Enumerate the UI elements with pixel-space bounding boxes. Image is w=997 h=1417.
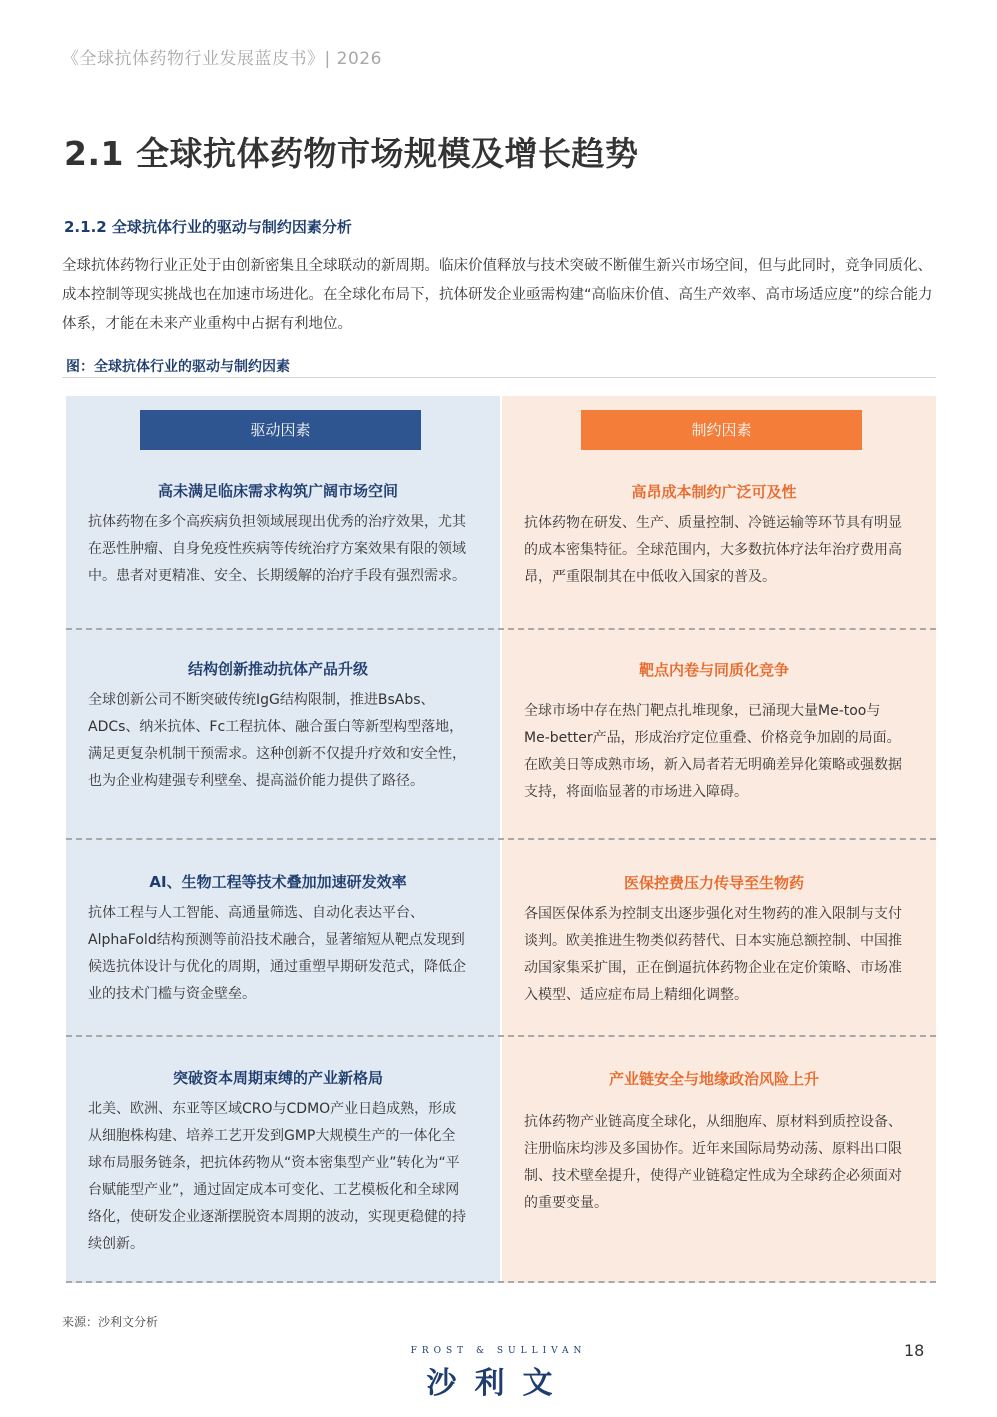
constraint-item-body: 抗体药物产业链高度全球化，从细胞库、原材料到质控设备、注册临床均涉及多国协作。近年来国际局势动荡、原料出口限制、技术壁垒提升，使得产业链稳定性成为全球药企必须面对的重要变量。 <box>524 1114 902 1211</box>
driver-item-body: 全球创新公司不断突破传统IgG结构限制，推进BsAbs、ADCs、纳米抗体、Fc工程抗体、融合蛋白等新型构型落地，满足更复杂机制干预需求。这种创新不仅提升疗效和安全性，也为企业构建强专利壁垒、提高溢价能力提供了路径。 <box>88 692 466 789</box>
constraint-item-title: 高昂成本制约广泛可及性 <box>631 483 797 501</box>
constraint-item <box>524 872 904 1009</box>
driver-item <box>88 1067 468 1258</box>
constraint-item-body: 全球市场中存在热门靶点扎堆现象，已涌现大量Me-too与Me-better产品，形成治疗定位重叠、价格竞争加剧的局面。在欧美日等成熟市场，新入局者若无明确差异化策略或强数据支持，将面临显著的市场进入障碍。 <box>524 703 902 800</box>
row-divider <box>66 838 936 840</box>
drivers-header: 驱动因素 <box>140 410 421 450</box>
subsection-title: 2.1.2 全球抗体行业的驱动与制约因素分析 <box>64 218 352 236</box>
constraint-item-title: 靶点内卷与同质化竞争 <box>638 661 789 679</box>
brand-logo-wordmark: FROST & SULLIVAN <box>410 1346 587 1356</box>
figure-caption: 图：全球抗体行业的驱动与制约因素 <box>66 359 290 375</box>
constraint-item <box>524 481 904 591</box>
driver-item <box>88 480 468 590</box>
row-divider <box>66 1035 936 1037</box>
driver-item-title: 突破资本周期束缚的产业新格局 <box>172 1069 383 1087</box>
section-title: 2.1 全球抗体药物市场规模及增长趋势 <box>64 134 639 173</box>
row-divider <box>66 1281 936 1283</box>
driver-item-body: 抗体药物在多个高疾病负担领域展现出优秀的治疗效果，尤其在恶性肿瘤、自身免疫性疾病等传统治疗方案效果有限的领域中。患者对更精准、安全、长期缓解的治疗手段有强烈需求。 <box>88 514 466 584</box>
driver-item-title: 高未满足临床需求构筑广阔市场空间 <box>157 482 398 500</box>
driver-item <box>88 871 468 1008</box>
driver-item <box>88 658 468 795</box>
driver-item-body: 抗体工程与人工智能、高通量筛选、自动化表达平台、AlphaFold结构预测等前沿技术融合，显著缩短从靶点发现到候选抗体设计与优化的周期，通过重塑早期研发范式，降低企业的技术门槛与资金壁垒。 <box>88 905 466 1002</box>
constraint-item-body: 各国医保体系为控制支出逐步强化对生物药的准入限制与支付谈判。欧美推进生物类似药替代、日本实施总额控制、中国推动国家集采扩围，正在倒逼抗体药物企业在定价策略、市场准入模型、适应症布局上精细化调整。 <box>524 906 902 1003</box>
constraint-item <box>524 1068 904 1217</box>
row-divider <box>66 628 936 630</box>
intro-paragraph: 全球抗体药物行业正处于由创新密集且全球联动的新周期。临床价值释放与技术突破不断催生新兴市场空间，但与此同时，竞争同质化、成本控制等现实挑战也在加速市场进化。在全球化布局下，抗体研发企业亟需构建“高临床价值、高生产效率、高市场适应度”的综合能力体系，才能在未来产业重构中占据有利地位。 <box>62 258 933 332</box>
constraint-item-title: 产业链安全与地缘政治风险上升 <box>608 1070 819 1088</box>
driver-item-title: 结构创新推动抗体产品升级 <box>187 660 368 678</box>
constraint-item-title: 医保控费压力传导至生物药 <box>623 874 804 892</box>
page-number: 18 <box>904 1341 925 1360</box>
driver-item-body: 北美、欧洲、东亚等区域CRO与CDMO产业日趋成熟，形成从细胞株构建、培养工艺开发到GMP大规模生产的一体化全球布局服务链条，把抗体药物从“资本密集型产业”转化为“平台赋能型产业”，通过固定成本可变化、工艺模板化和全球网络化，使研发企业逐渐摆脱资本周期的波动，实现更稳健的持续创新。 <box>88 1101 466 1252</box>
constraints-header: 制约因素 <box>581 410 862 450</box>
brand-logo: 沙利文 <box>426 1366 571 1401</box>
source-note: 来源：沙利文分析 <box>62 1315 159 1329</box>
constraint-item <box>524 659 904 806</box>
figure-rule <box>62 377 936 378</box>
constraint-item-body: 抗体药物在研发、生产、质量控制、冷链运输等环节具有明显的成本密集特征。全球范围内，大多数抗体疗法年治疗费用高昂，严重限制其在中低收入国家的普及。 <box>524 515 902 585</box>
running-header: 《全球抗体药物行业发展蓝皮书》| 2026 <box>62 49 382 69</box>
driver-item-title: AI、生物工程等技术叠加加速研发效率 <box>149 873 407 891</box>
